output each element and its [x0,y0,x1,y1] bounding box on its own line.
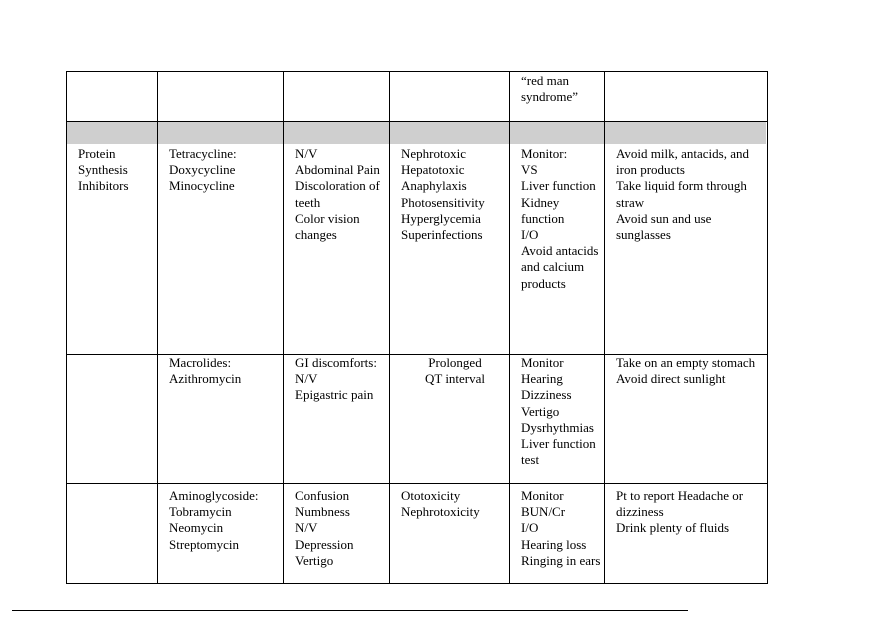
table-row-aminoglycoside [67,484,768,584]
side-effects-cell: N/V Abdominal Pain Discoloration of teeth Color vision changes [284,122,390,355]
side-effects-cell: GI discomforts: N/V Epigastric pain [284,355,390,484]
adverse-effects-cell: Ototoxicity Nephrotoxicity [390,484,510,584]
teaching-cell: Pt to report Headache or dizziness Drink plenty of fluids [605,484,768,584]
table-cell [284,72,390,122]
table-cell [67,72,158,122]
drugs-cell: Aminoglycoside: Tobramycin Neomycin Streptomycin [158,484,284,584]
table-row-tetracycline [67,122,768,355]
table-cell [510,72,605,122]
red-man-syndrome-text: “red man syndrome” [521,73,579,105]
footer-rule [12,610,688,611]
class-name-cell: Protein Synthesis Inhibitors [67,122,158,355]
table-cell [605,72,768,122]
antibiotic-table [66,71,768,584]
adverse-effects-cell: Nephrotoxic Hepatotoxic Anaphylaxis Photosensitivity Hyperglycemia Superinfections [390,122,510,355]
table-row-macrolides [67,355,768,484]
nursing-cell: Monitor BUN/Cr I/O Hearing loss Ringing in ears [510,484,605,584]
nursing-cell: Monitor: VS Liver function Kidney function I/O Avoid antacids and calcium products [510,122,605,355]
side-effects-cell: Confusion Numbness N/V Depression Vertigo [284,484,390,584]
drugs-cell: Tetracycline: Doxycycline Minocycline [158,122,284,355]
table-row-continued [67,72,768,122]
class-name-cell [67,484,158,584]
drugs-cell: Macrolides: Azithromycin [158,355,284,484]
adverse-effects-cell: Prolonged QT interval [390,355,510,484]
table-cell [390,72,510,122]
table-cell [158,72,284,122]
teaching-cell: Avoid milk, antacids, and iron products Take liquid form through straw Avoid sun and use sunglasses [605,122,768,355]
nursing-cell: Monitor Hearing Dizziness Vertigo Dysrhythmias Liver function test [510,355,605,484]
teaching-cell: Take on an empty stomach Avoid direct sunlight [605,355,768,484]
class-name-cell [67,355,158,484]
